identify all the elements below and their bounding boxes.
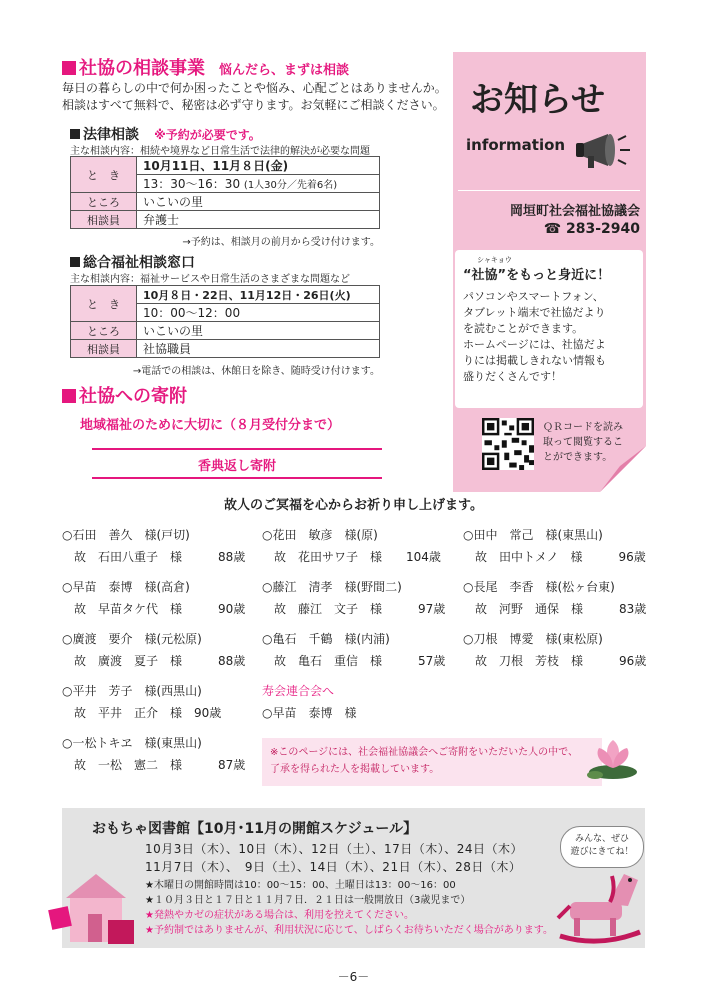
toy-note-3: ★発熱やカゼの症状がある場合は、利用を控えてください。	[145, 910, 414, 921]
general-staff-value: 社協職員	[137, 340, 380, 358]
square-bullet-icon	[62, 389, 76, 403]
qr-caption-line-3: とができます。	[543, 452, 613, 463]
square-bullet-icon	[62, 61, 76, 75]
toy-note-1: ★木曜日の開館時間は10：00〜15：00、土曜日は13：00〜16：00	[145, 880, 456, 891]
donor-8: ○亀石 千鶴 様(内浦) 故 亀石 重信 様 57歳	[262, 632, 446, 668]
donor-3: ○田中 常己 様(東黒山) 故 田中トメノ 様 96歳	[463, 528, 646, 564]
donor-5: ○藤江 清孝 様(野間二) 故 藤江 文子 様 97歳	[262, 580, 446, 616]
general-staff-label: 相談員	[71, 340, 137, 358]
legal-main-content: 主な相談内容：相続や境界など日常生活で法律的解決が必要な問題	[70, 146, 370, 157]
legal-when-dates: 10月11日、11月８日(金)	[137, 157, 380, 175]
callout-ruby: シャキョウ	[477, 256, 512, 264]
toy-row-1: 10月3日（木）、10日（木）、12日（土）、17日（木）、24日（木）	[145, 842, 523, 856]
consult-subtitle: 悩んだら、まずは相談	[219, 63, 350, 78]
sidebar-title: お知らせ	[470, 80, 605, 120]
toy-note-4: ★予約制ではありませんが、利用状況に応じて、しばらくお待ちいただく場合があります。	[145, 925, 553, 936]
legal-when-time-cell	[137, 175, 380, 193]
page-number: －6－	[337, 970, 370, 984]
legal-when-label: と き	[71, 157, 137, 193]
general-table	[70, 285, 380, 358]
general-when-dates: 10月８日・22日、11月12日・26日(火)	[137, 286, 380, 304]
square-bullet-icon	[70, 129, 80, 139]
band-rule-top	[92, 448, 382, 450]
donor-2: ○花田 敏彦 様(原) 故 花田サワ子 様 104歳	[262, 528, 441, 564]
callout-line-1: パソコンやスマートフォン、	[463, 290, 604, 303]
consult-heading	[62, 54, 349, 80]
megaphone-icon	[574, 130, 632, 170]
toy-house-blocks-icon	[48, 868, 144, 948]
donor-10: ○平井 芳子 様(西黒山) 故 平井 正介 様 90歳	[62, 684, 222, 720]
intro-line-2: 相談はすべて無料で、秘密は必ず守ります。お気軽にご相談ください。	[62, 98, 445, 112]
callout-line-6: 盛りだくさんです！	[463, 370, 562, 383]
sidebar-divider	[458, 190, 640, 191]
general-title: 総合福祉相談窓口	[83, 255, 195, 271]
donation-subtitle: 地域福祉のために大切に（８月受付分まで）	[80, 418, 341, 433]
donor-1: ○石田 善久 様(戸切) 故 石田八重子 様 88歳	[62, 528, 246, 564]
general-where-label: ところ	[71, 322, 137, 340]
bubble-line-1: みんな、ぜひ	[574, 834, 629, 844]
general-where-value: いこいの里	[137, 322, 380, 340]
toy-title: おもちゃ図書館【10月･11月の開館スケジュール】	[92, 821, 418, 837]
intro-line-1: 毎日の暮らしの中で何か困ったことや悩み、心配ごとはありませんか。	[62, 81, 447, 95]
kotobuki-title: 寿会連合会へ	[262, 684, 335, 698]
legal-footnote: →予約は、相談月の前月から受け付けます。	[182, 237, 380, 248]
toy-note-2: ★１０月３日と１７日と１１月７日．２１日は一般開放日（3歳児まで）	[145, 895, 471, 906]
legal-heading	[70, 124, 261, 144]
lotus-icon	[585, 738, 641, 782]
bubble-line-2: 遊びにきてね！	[570, 847, 634, 857]
callout-line-2: タブレット端末で社協だより	[463, 306, 606, 319]
condolence-text: 故人のご冥福を心からお祈り申し上げます。	[224, 498, 483, 513]
kotobuki-block	[262, 680, 356, 724]
donation-heading	[62, 382, 187, 408]
callout-title: “社協”をもっと身近に！	[463, 268, 611, 283]
legal-staff-value: 弁護士	[137, 211, 380, 229]
square-bullet-icon	[70, 257, 80, 267]
legal-table	[70, 156, 380, 229]
qr-caption-line-1: ＱＲコードを読み	[543, 422, 623, 433]
page-note-line-1: ※このページには、社会福祉協議会へご寄附をいただいた人の中で、	[270, 747, 578, 758]
page-note	[262, 738, 602, 786]
sidebar-org: 岡垣町社会福祉協議会	[509, 204, 640, 219]
general-when-time: 10：00〜12：00	[137, 304, 380, 322]
legal-where-value: いこいの里	[137, 193, 380, 211]
callout-line-3: を読むことができます。	[463, 322, 584, 335]
donation-title: 社協への寄附	[79, 386, 187, 407]
general-footnote: →電話での相談は、休館日を除き、随時受け付けます。	[132, 366, 380, 377]
rocking-horse-icon	[552, 866, 647, 946]
consult-intro	[62, 80, 447, 114]
legal-where-label: ところ	[71, 193, 137, 211]
donor-7: ○廣渡 要介 様(元松原) 故 廣渡 夏子 様 88歳	[62, 632, 246, 668]
donor-6: ○長尾 李香 様(松ヶ台東) 故 河野 通保 様 83歳	[463, 580, 647, 616]
callout-line-5: りには掲載しきれない情報も	[463, 354, 606, 367]
legal-staff-label: 相談員	[71, 211, 137, 229]
toy-row-2: 11月7日（木）、 9日（土）、14日（木）、21日（木）、28日（木）	[145, 860, 522, 874]
donor-9: ○刀根 博愛 様(東松原) 故 刀根 芳枝 様 96歳	[463, 632, 647, 668]
speech-bubble	[560, 826, 644, 868]
general-heading	[70, 252, 195, 272]
legal-when-time-note: (1人30分／先着6名)	[243, 180, 338, 191]
qr-caption	[543, 420, 623, 465]
consult-title: 社協の相談事業	[79, 58, 205, 79]
donation-band: 香典返し寄附	[197, 459, 276, 474]
sidebar-information: information	[466, 136, 566, 154]
general-main-content: 主な相談内容：福祉サービスや日常生活のさまざまな問題など	[70, 274, 350, 285]
band-rule-bottom	[92, 477, 382, 479]
qr-caption-line-2: 取って閲覧するこ	[543, 437, 623, 448]
kotobuki-donor: ○早苗 泰博 様	[262, 706, 357, 720]
callout-line-4: ホームページには、社協だよ	[463, 338, 606, 351]
legal-reserve-note: ※予約が必要です。	[154, 128, 261, 142]
donor-4: ○早苗 泰博 様(高倉) 故 早苗タケ代 様 90歳	[62, 580, 246, 616]
donor-11: ○一松トキヱ 様(東黒山) 故 一松 憲二 様 87歳	[62, 736, 246, 772]
legal-title: 法律相談	[83, 127, 139, 143]
page-note-line-2: 了承を得られた人を掲載しています。	[270, 764, 440, 775]
callout-box	[455, 250, 643, 408]
qr-code-icon[interactable]	[482, 418, 534, 470]
general-when-label: と き	[71, 286, 137, 322]
sidebar-phone: ☎ 283-2940	[543, 221, 640, 237]
legal-when-time: 13：30〜16：30	[143, 177, 241, 191]
